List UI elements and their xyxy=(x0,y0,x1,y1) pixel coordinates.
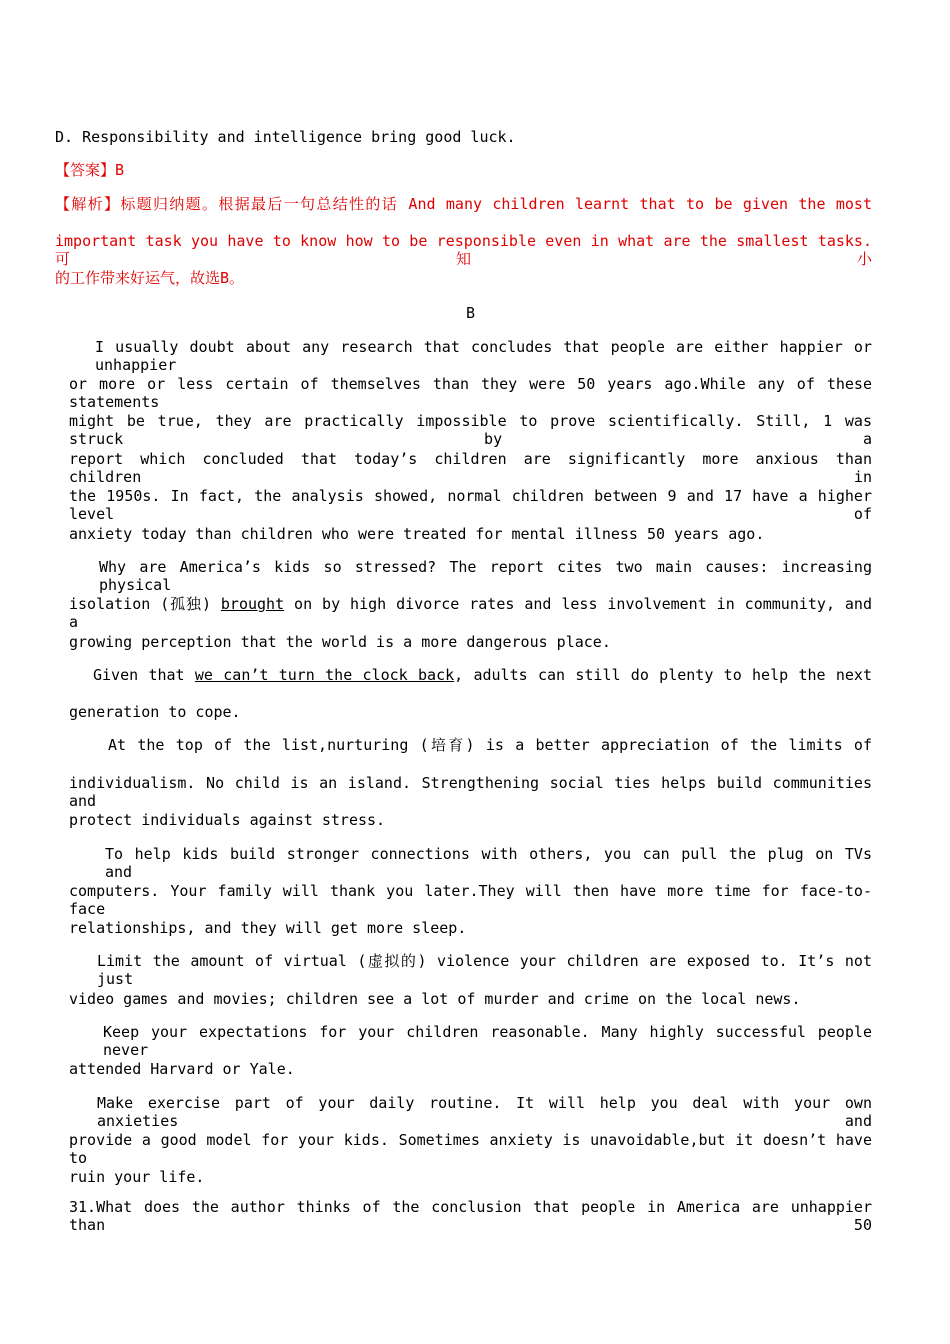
p1-line-6: anxiety today than children who were treated for mental illness 50 years ago. xyxy=(69,525,765,543)
p7-line-1: Keep your expectations for your children reasonable. Many highly successful people never xyxy=(103,1023,872,1059)
explanation-label: 【解析】 xyxy=(55,195,121,213)
p5-line-3: relationships, and they will get more sleep. xyxy=(69,919,467,937)
p1-line-2: or more or less certain of themselves than they were 50 years ago.While any of these statements xyxy=(69,375,872,411)
p1-line-4: report which concluded that today’s children are significantly more anxious than children in xyxy=(69,450,872,486)
p1-line-5: the 1950s. In fact, the analysis showed, normal children between 9 and 17 have a higher level of xyxy=(69,487,872,523)
p5-line-2: computers. Your family will thank you later.They will then have more time for face-to-face xyxy=(69,882,872,918)
explanation-line-1: 【解析】标题归纳题。根据最后一句总结性的话 And many children learnt that to be given the most xyxy=(55,195,872,213)
p2-line-2: isolation (孤独) brought on by high divorce rates and less involvement in community, and a xyxy=(69,595,872,631)
p4-line-2: individualism. No child is an island. Strengthening social ties helps build communities and xyxy=(69,774,872,810)
answer-value: B xyxy=(115,161,125,179)
p2-line-1: Why are America’s kids so stressed? The report cites two main causes: increasing physical xyxy=(99,558,872,594)
p6-line-2: video games and movies; children see a lot of murder and crime on the local news. xyxy=(69,990,801,1008)
p2-line-3: growing perception that the world is a more dangerous place. xyxy=(69,633,611,651)
p1-line-1: I usually doubt about any research that concludes that people are either happier or unhappier xyxy=(95,338,872,374)
p5-line-1: To help kids build stronger connections with others, you can pull the plug on TVs and xyxy=(105,845,872,881)
answer-label: 【答案】 xyxy=(55,161,116,179)
p8-line-2: provide a good model for your kids. Sometimes anxiety is unavoidable,but it doesn’t have to xyxy=(69,1131,872,1167)
p6-line-1: Limit the amount of virtual (虚拟的) violence your children are exposed to. It’s not just xyxy=(97,952,872,988)
p4-line-3: protect individuals against stress. xyxy=(69,811,386,829)
p8-line-1: Make exercise part of your daily routine. It will help you deal with your own anxieties and xyxy=(97,1094,872,1130)
p3-line-1: Given that we can’t turn the clock back, adults can still do plenty to help the next xyxy=(93,666,872,684)
underlined-phrase: we can’t turn the clock back xyxy=(194,666,455,684)
explanation-line-2: important task you have to know how to be responsible even in what are the smallest tasks. 可知小 xyxy=(55,232,872,268)
p1-line-3: might be true, they are practically impossible to prove scientifically. Still, 1 was struck by a xyxy=(69,412,872,448)
section-title: B xyxy=(466,304,476,322)
explanation-line-3: 的工作带来好运气，故选B。 xyxy=(55,269,245,287)
p8-line-3: ruin your life. xyxy=(69,1168,205,1186)
underlined-word-brought: brought xyxy=(220,595,285,613)
option-d: D. Responsibility and intelligence bring good luck. xyxy=(55,128,516,146)
answer-line xyxy=(55,161,124,179)
p7-line-2: attended Harvard or Yale. xyxy=(69,1060,295,1078)
question-31: 31.What does the author thinks of the conclusion that people in America are unhappier than 50 xyxy=(69,1198,872,1234)
p4-line-1: At the top of the list,nurturing (培育) is a better appreciation of the limits of xyxy=(108,736,872,754)
p3-line-2: generation to cope. xyxy=(69,703,241,721)
